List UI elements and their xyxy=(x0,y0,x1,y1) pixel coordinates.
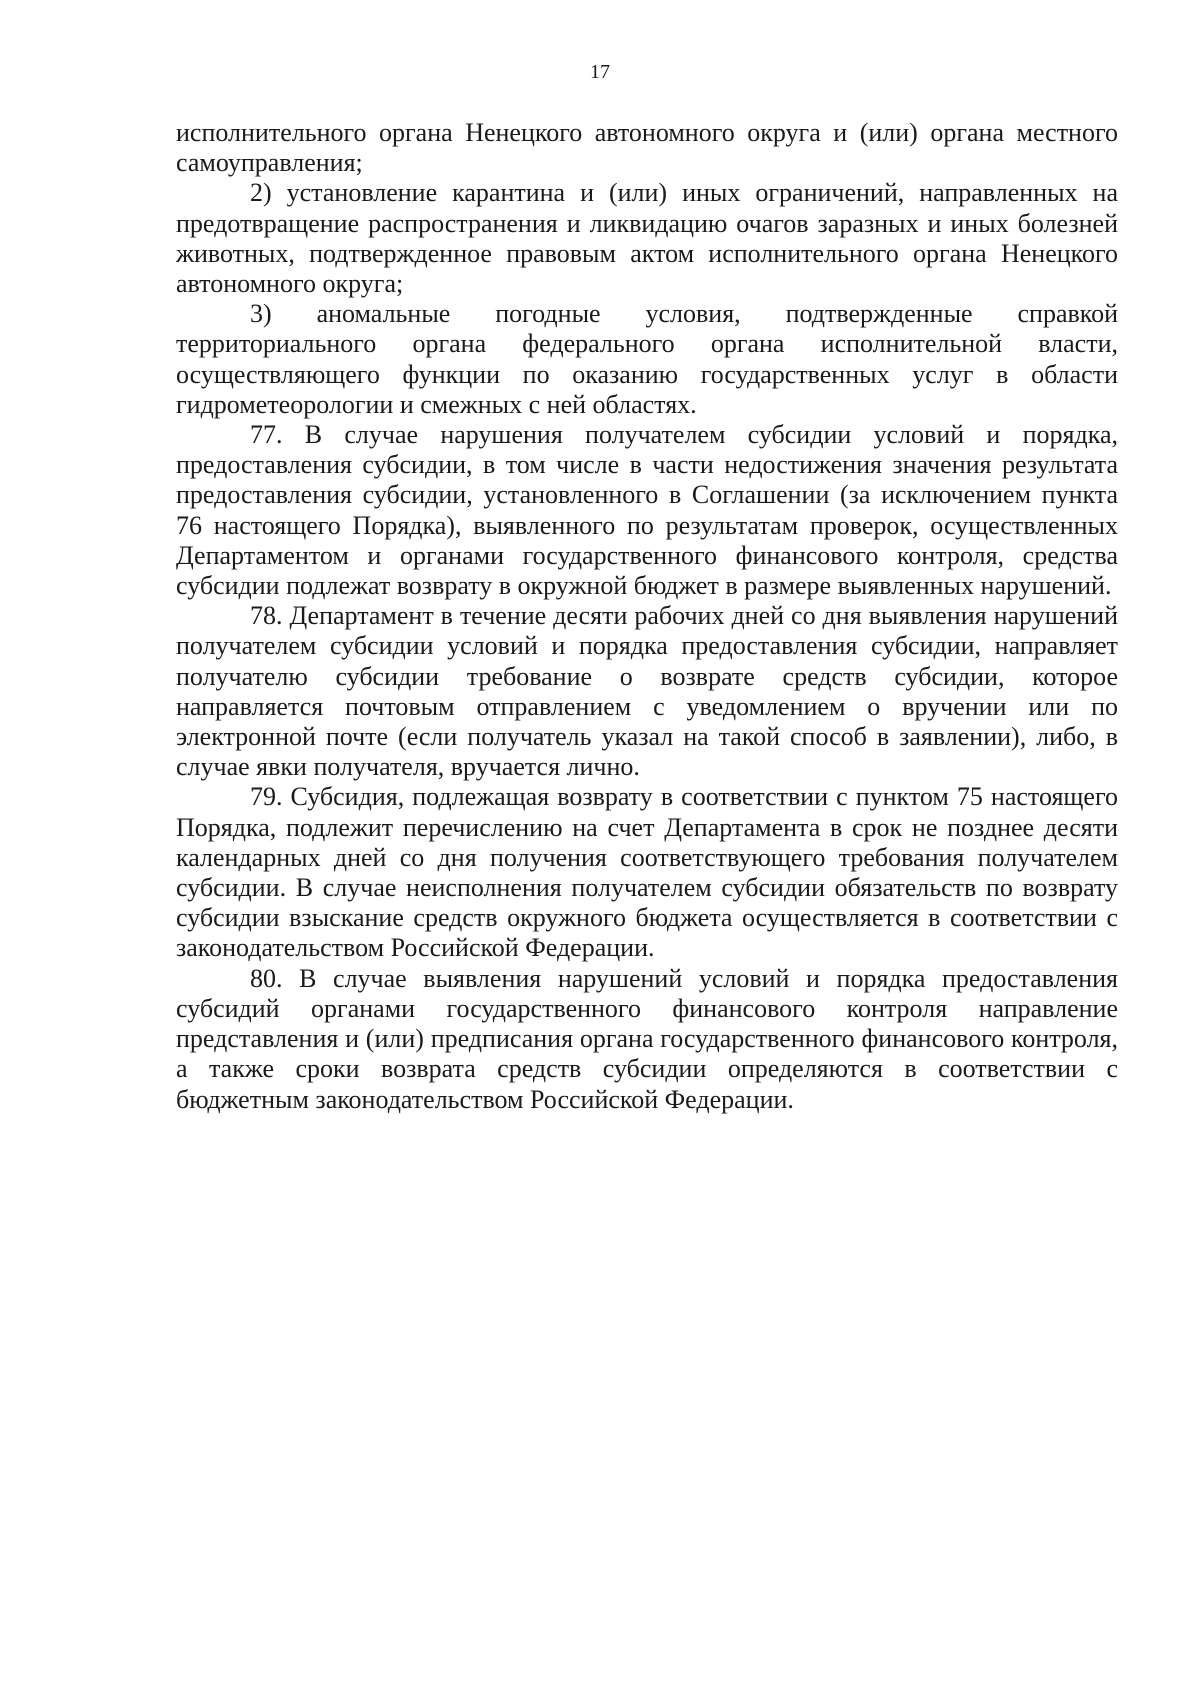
paragraph-78: 78. Департамент в течение десяти рабочих дней со дня выявления нарушений получателем субсидии условий и порядка предоставления субсидии, направляет получателю субсидии требование о возврате средств субсидии, которое направляется почтовым отправлением с уведомлением о вручении или по электронной почте (если получатель указал на такой способ в заявлении), либо, в случае явки получателя, вручается лично. xyxy=(176,601,1118,782)
paragraph-79: 79. Субсидия, подлежащая возврату в соответствии с пунктом 75 настоящего Порядка, подлежит перечислению на счет Департамента в срок не позднее десяти календарных дней со дня получения соответствующего требования получателем субсидии. В случае неисполнения получателем субсидии обязательств по возврату субсидии взыскание средств окружного бюджета осуществляется в соответствии с законодательством Российской Федерации. xyxy=(176,782,1118,963)
paragraph-item-3: 3) аномальные погодные условия, подтвержденные справкой территориального органа федерального органа исполнительной власти, осуществляющего функции по оказанию государственных услуг в области гидрометеорологии и смежных с ней областях. xyxy=(176,299,1118,419)
paragraph-77: 77. В случае нарушения получателем субсидии условий и порядка, предоставления субсидии, в том числе в части недостижения значения результата предоставления субсидии, установленного в Соглашении (за исключением пункта 76 настоящего Порядка), выявленного по результатам проверок, осуществленных Департаментом и органами государственного финансового контроля, средства субсидии подлежат возврату в окружной бюджет в размере выявленных нарушений. xyxy=(176,420,1118,601)
document-body xyxy=(176,118,1118,1115)
paragraph-continuation: исполнительного органа Ненецкого автономного округа и (или) органа местного самоуправления; xyxy=(176,118,1118,178)
paragraph-80: 80. В случае выявления нарушений условий и порядка предоставления субсидий органами государственного финансового контроля направление представления и (или) предписания органа государственного финансового контроля, а также сроки возврата средств субсидии определяются в соответствии с бюджетным законодательством Российской Федерации. xyxy=(176,963,1118,1114)
page-number: 17 xyxy=(590,61,610,83)
paragraph-item-2: 2) установление карантина и (или) иных ограничений, направленных на предотвращение распространения и ликвидацию очагов заразных и иных болезней животных, подтвержденное правовым актом исполнительного органа Ненецкого автономного округа; xyxy=(176,178,1118,299)
